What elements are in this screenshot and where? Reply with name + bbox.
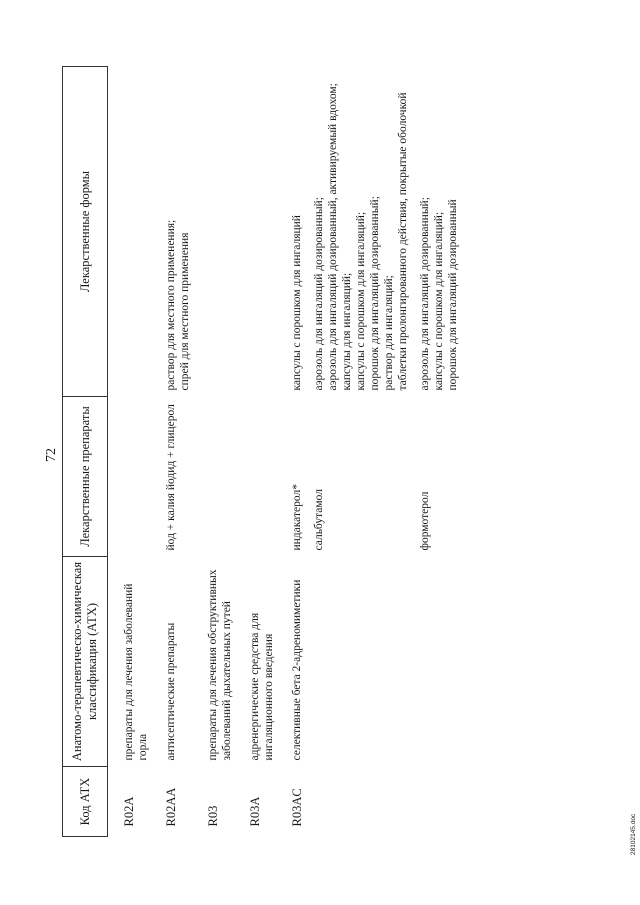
cell-classification: адренергические средства для ингаляционного введения bbox=[249, 612, 275, 761]
cell-classification: препараты для лечения заболеваний горла bbox=[123, 583, 149, 761]
cell-classification bbox=[304, 557, 410, 767]
cell-code: R03AC bbox=[290, 788, 304, 827]
header-forms: Лекарственные формы bbox=[63, 67, 108, 397]
cell-preparation: формотерол bbox=[419, 491, 431, 551]
cell-classification bbox=[410, 557, 460, 767]
cell-code bbox=[304, 767, 410, 837]
table-row bbox=[304, 67, 410, 837]
cell-classification: антисептические препараты bbox=[165, 622, 177, 761]
cell-forms: аэрозоль для ингаляций дозированный; аэрозоль для ингаляций дозированный, активируемый вдохом; капсулы для ингаляций; капсулы с порошком для ингаляций; порошок для ингаляций дозированный; раствор для ингаляций; таблетки пролонгированного действия, покрытые оболочкой bbox=[313, 83, 409, 391]
cell-preparation: сальбутамол bbox=[313, 489, 325, 551]
table-row bbox=[234, 67, 276, 837]
cell-preparation: индакатерол* bbox=[291, 484, 303, 551]
table-row bbox=[108, 67, 151, 837]
cell-forms bbox=[234, 67, 276, 397]
cell-code bbox=[410, 767, 460, 837]
cell-forms: капсулы с порошком для ингаляций bbox=[291, 215, 303, 391]
cell-forms: аэрозоль для ингаляций дозированный; капсулы с порошком для ингаляций; порошок для ингаляций дозированный bbox=[419, 197, 459, 391]
cell-preparation: йод + калия йодид + глицерол bbox=[165, 404, 177, 551]
table-row bbox=[150, 67, 192, 837]
cell-code: R02A bbox=[122, 796, 136, 827]
rotated-page bbox=[40, 55, 640, 855]
cell-preparation bbox=[192, 397, 234, 557]
atx-table bbox=[62, 66, 460, 837]
cell-code: R03 bbox=[206, 805, 220, 827]
table-row bbox=[192, 67, 234, 837]
document-filename: 28102145.doc bbox=[630, 813, 637, 855]
cell-classification: препараты для лечения обструктивных заболеваний дыхательных путей bbox=[207, 569, 233, 761]
table-row bbox=[276, 67, 304, 837]
cell-forms: раствор для местного применения; спрей для местного применения bbox=[165, 219, 191, 391]
page-number: 72 bbox=[44, 448, 59, 462]
cell-classification: селективные бета 2-адреномиметики bbox=[291, 579, 303, 761]
header-preparations: Лекарственные препараты bbox=[63, 397, 108, 557]
table-header-row bbox=[63, 67, 108, 837]
cell-code: R02AA bbox=[164, 787, 178, 827]
cell-forms bbox=[192, 67, 234, 397]
cell-code: R03A bbox=[248, 796, 262, 827]
table-row bbox=[410, 67, 460, 837]
header-classification: Анатомо-терапевтическо-химическая классификация (АТХ) bbox=[63, 557, 108, 767]
cell-preparation bbox=[234, 397, 276, 557]
header-code: Код АТХ bbox=[63, 767, 108, 837]
cell-forms bbox=[108, 67, 151, 397]
cell-preparation bbox=[108, 397, 151, 557]
